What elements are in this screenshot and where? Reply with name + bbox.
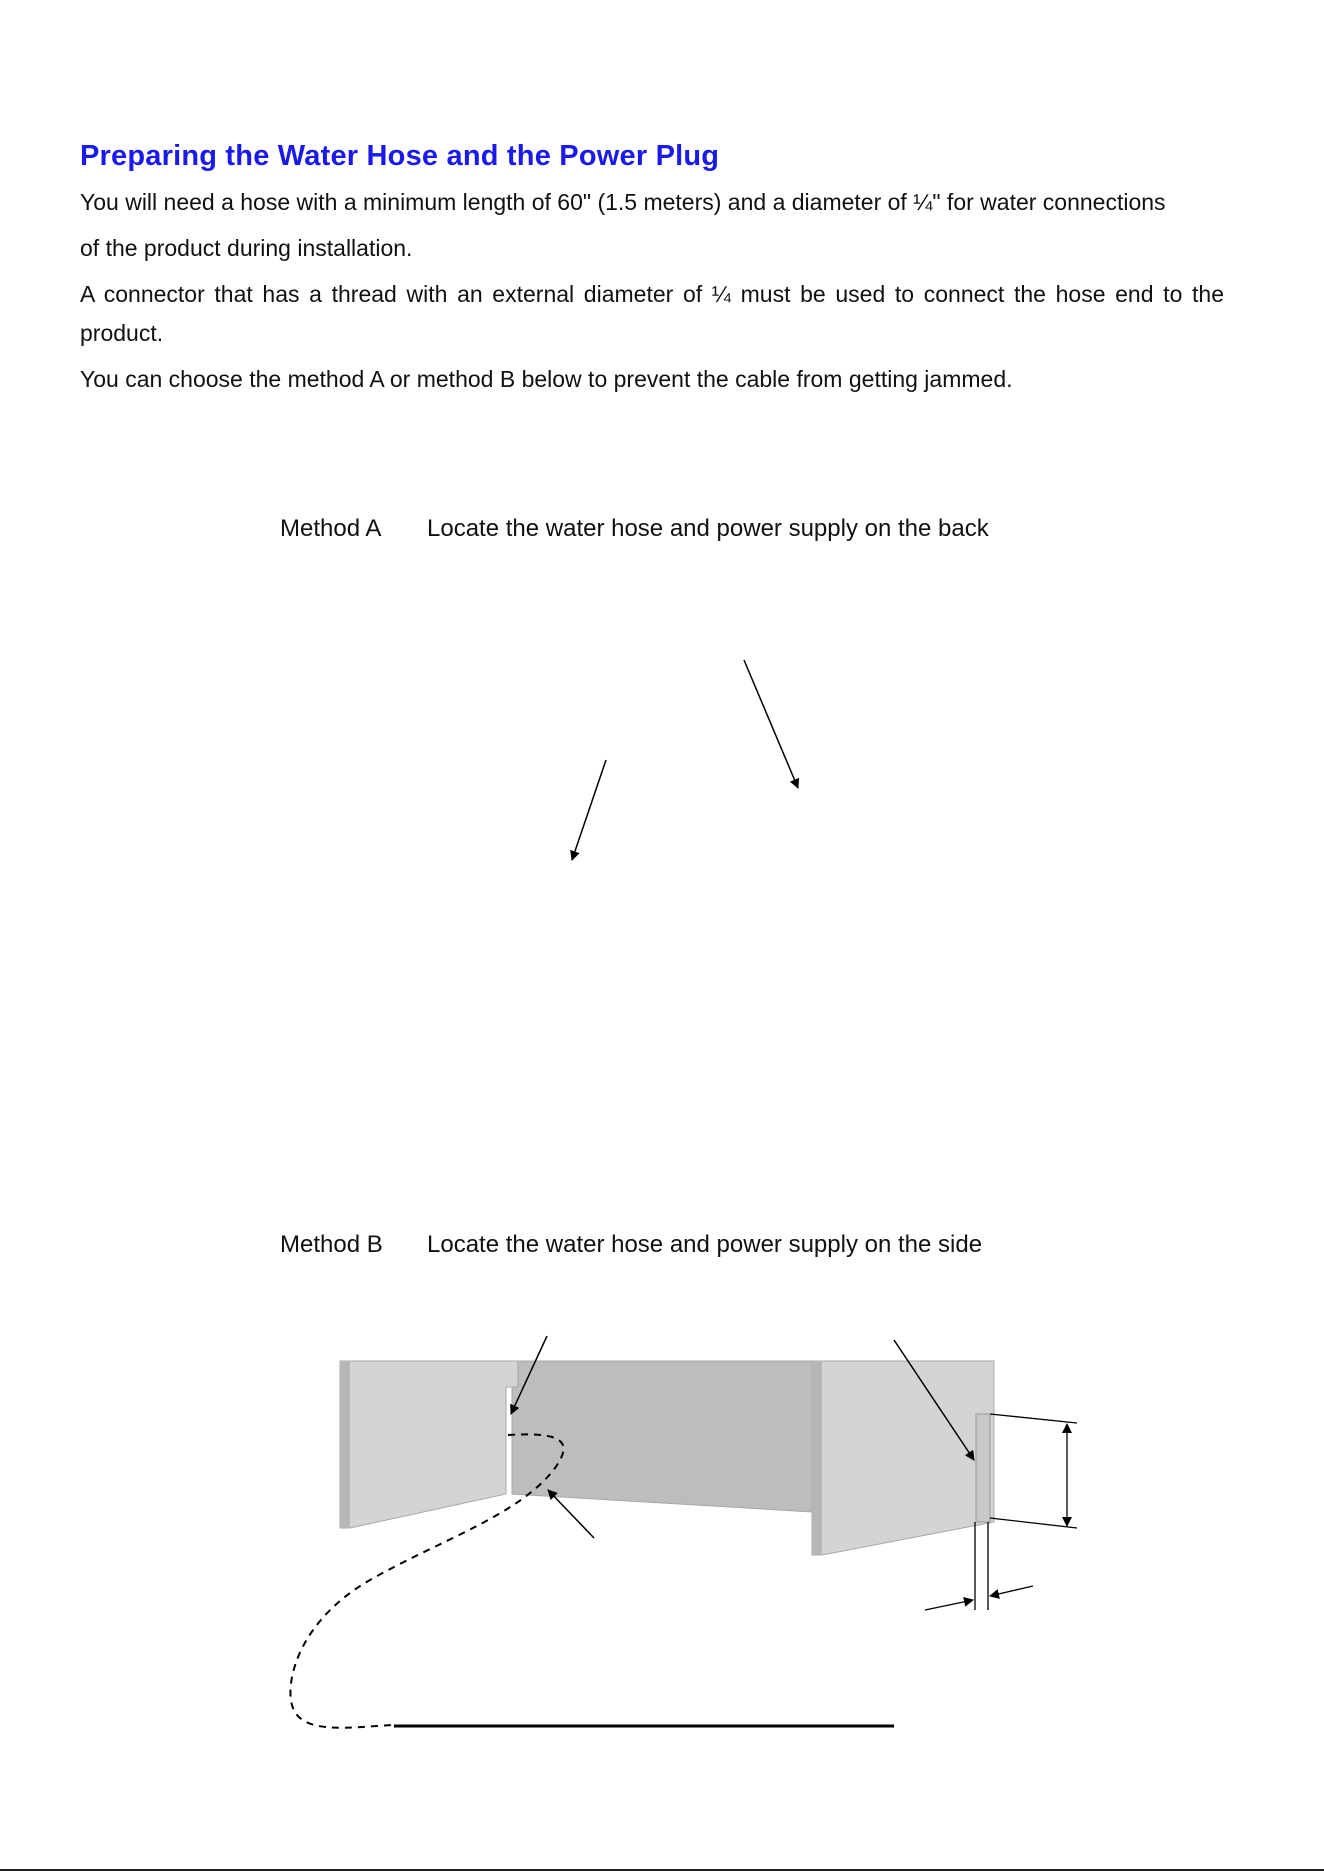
height-extension-bottom xyxy=(990,1518,1077,1528)
section-title: Preparing the Water Hose and the Power Plug xyxy=(80,140,720,172)
method-a-callout-arrow-1 xyxy=(744,660,798,788)
method-a-callout-arrow-2 xyxy=(572,760,606,860)
back-wall-panel xyxy=(512,1361,812,1512)
method-b-label: Method B xyxy=(280,1231,383,1258)
paragraph-connector: A connector that has a thread with an external diameter of ¼ must be used to connect the hose end to the product. xyxy=(80,281,1224,346)
left-cabinet-panel xyxy=(340,1361,518,1528)
method-b-caption xyxy=(280,1231,982,1259)
width-dimension-arrow-left xyxy=(925,1600,973,1610)
paragraph-installation: of the product during installation. xyxy=(80,235,413,261)
method-a-description: Locate the water hose and power supply on the back xyxy=(427,515,989,542)
right-cabinet-panel xyxy=(812,1361,994,1555)
method-b-description: Locate the water hose and power supply on the side xyxy=(427,1231,983,1258)
right-panel-edge xyxy=(812,1361,822,1555)
page-bottom-rule xyxy=(0,1869,1324,1871)
height-extension-top xyxy=(990,1414,1077,1423)
method-b-figure xyxy=(290,1336,1077,1728)
paragraph-method-choice: You can choose the method A or method B below to prevent the cable from getting jammed. xyxy=(80,366,1013,392)
method-a-figure xyxy=(572,660,798,860)
paragraph-hose-requirements: You will need a hose with a minimum length of 60" (1.5 meters) and a diameter of ¼" for water connections xyxy=(80,189,1166,215)
side-gap-strip xyxy=(976,1414,990,1522)
left-panel-edge xyxy=(340,1361,350,1528)
width-dimension-arrow-right xyxy=(990,1586,1033,1596)
method-a-label: Method A xyxy=(280,515,382,542)
